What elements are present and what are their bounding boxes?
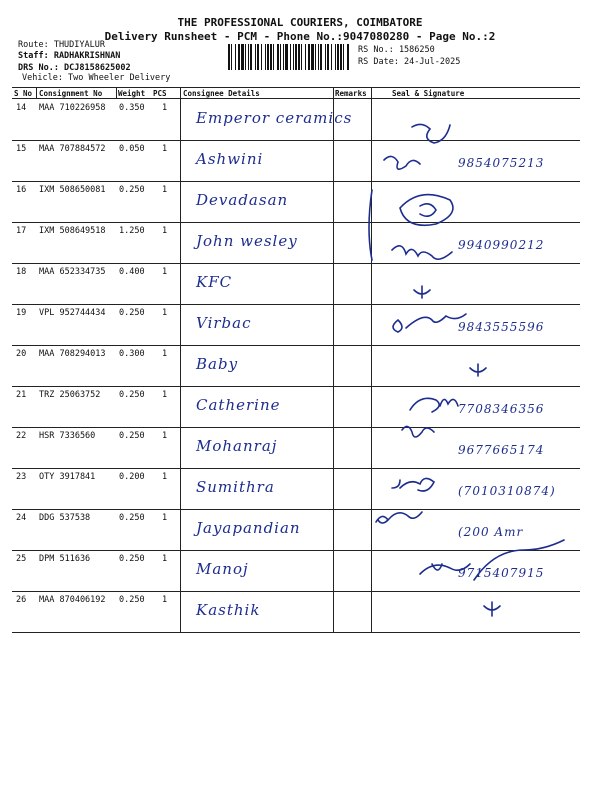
row-phone-note: 7708346356 bbox=[458, 402, 545, 416]
row-consignment-number: MAA 652334735 bbox=[39, 267, 106, 277]
row-sno: 23 bbox=[16, 472, 27, 482]
row-consignee-handwritten: Catherine bbox=[196, 396, 281, 414]
row-sno: 25 bbox=[16, 554, 27, 564]
row-weight: 0.400 bbox=[119, 267, 145, 277]
row-pcs: 1 bbox=[162, 185, 168, 195]
row-pcs: 1 bbox=[162, 308, 168, 318]
row-sno: 17 bbox=[16, 226, 27, 236]
row-sno: 26 bbox=[16, 595, 27, 605]
row-consignment-number: MAA 870406192 bbox=[39, 595, 106, 605]
row-pcs: 1 bbox=[162, 226, 168, 236]
rs-number: RS No.: 1586250 bbox=[358, 45, 435, 55]
row-sno: 18 bbox=[16, 267, 27, 277]
row-consignee-handwritten: Manoj bbox=[196, 560, 249, 578]
row-sno: 22 bbox=[16, 431, 27, 441]
row-weight: 0.250 bbox=[119, 390, 145, 400]
row-pcs: 1 bbox=[162, 390, 168, 400]
runsheet-title: Delivery Runsheet - PCM - Phone No.:9047080280 - Page No.:2 bbox=[104, 30, 496, 43]
route-label: Route: THUDIYALUR bbox=[18, 40, 105, 50]
row-consignee-handwritten: Baby bbox=[196, 355, 239, 373]
row-weight: 0.250 bbox=[119, 513, 145, 523]
row-consignment-number: DDG 537538 bbox=[39, 513, 91, 523]
col-consignment: Consignment No bbox=[39, 89, 103, 98]
row-weight: 1.250 bbox=[119, 226, 145, 236]
row-weight: 0.050 bbox=[119, 144, 145, 154]
col-pcs: PCS bbox=[153, 89, 167, 98]
row-consignee-handwritten: John wesley bbox=[196, 232, 298, 250]
col-weight: Weight bbox=[118, 89, 146, 98]
row-consignment-number: HSR 7336560 bbox=[39, 431, 96, 441]
row-pcs: 1 bbox=[162, 554, 168, 564]
row-weight: 0.250 bbox=[119, 595, 145, 605]
row-consignee-handwritten: Emperor ceramics bbox=[196, 109, 353, 127]
row-sno: 19 bbox=[16, 308, 27, 318]
row-consignee-handwritten: Kasthik bbox=[196, 601, 261, 619]
row-weight: 0.250 bbox=[119, 185, 145, 195]
row-consignee-handwritten: KFC bbox=[196, 273, 233, 291]
row-phone-note: (200 Amr bbox=[458, 525, 524, 539]
row-phone-note: 9677665174 bbox=[458, 443, 545, 457]
row-consignment-number: IXM 508650081 bbox=[39, 185, 106, 195]
row-pcs: 1 bbox=[162, 472, 168, 482]
row-weight: 0.250 bbox=[119, 431, 145, 441]
row-consignment-number: IXM 508649518 bbox=[39, 226, 106, 236]
staff-label: Staff: RADHAKRISHNAN bbox=[18, 51, 121, 61]
row-consignment-number: MAA 710226958 bbox=[39, 103, 106, 113]
row-consignment-number: MAA 708294013 bbox=[39, 349, 106, 359]
row-weight: 0.200 bbox=[119, 472, 145, 482]
vehicle-label: Vehicle: Two Wheeler Delivery bbox=[22, 73, 171, 83]
row-phone-note: (7010310874) bbox=[458, 484, 556, 498]
row-consignment-number: DPM 511636 bbox=[39, 554, 91, 564]
rs-date: RS Date: 24-Jul-2025 bbox=[358, 57, 461, 67]
company-name: THE PROFESSIONAL COURIERS, COIMBATORE bbox=[177, 16, 423, 29]
drs-number: DRS No.: DCJ8158625002 bbox=[18, 63, 131, 73]
row-consignment-number: TRZ 25063752 bbox=[39, 390, 101, 400]
row-phone-note: 9940990212 bbox=[458, 238, 545, 252]
row-sno: 14 bbox=[16, 103, 27, 113]
row-phone-note: 9854075213 bbox=[458, 156, 545, 170]
row-pcs: 1 bbox=[162, 513, 168, 523]
col-remarks: Remarks bbox=[335, 89, 367, 98]
row-pcs: 1 bbox=[162, 144, 168, 154]
row-sno: 16 bbox=[16, 185, 27, 195]
row-consignee-handwritten: Mohanraj bbox=[196, 437, 278, 455]
row-sno: 21 bbox=[16, 390, 27, 400]
row-consignee-handwritten: Devadasan bbox=[196, 191, 289, 209]
row-sno: 20 bbox=[16, 349, 27, 359]
col-seal-signature: Seal & Signature bbox=[392, 89, 465, 98]
col-sno: S No bbox=[14, 89, 33, 98]
row-weight: 0.250 bbox=[119, 308, 145, 318]
row-consignment-number: MAA 707884572 bbox=[39, 144, 106, 154]
row-pcs: 1 bbox=[162, 349, 168, 359]
row-consignee-handwritten: Virbac bbox=[196, 314, 252, 332]
row-phone-note: 9715407915 bbox=[458, 566, 545, 580]
row-consignment-number: VPL 952744434 bbox=[39, 308, 106, 318]
row-consignee-handwritten: Jayapandian bbox=[196, 519, 301, 537]
row-sno: 15 bbox=[16, 144, 27, 154]
row-consignee-handwritten: Ashwini bbox=[196, 150, 264, 168]
row-consignment-number: OTY 3917841 bbox=[39, 472, 96, 482]
row-weight: 0.300 bbox=[119, 349, 145, 359]
row-pcs: 1 bbox=[162, 103, 168, 113]
row-pcs: 1 bbox=[162, 267, 168, 277]
row-phone-note: 9843555596 bbox=[458, 320, 545, 334]
row-pcs: 1 bbox=[162, 595, 168, 605]
row-pcs: 1 bbox=[162, 431, 168, 441]
col-consignee: Consignee Details bbox=[183, 89, 260, 98]
row-weight: 0.250 bbox=[119, 554, 145, 564]
row-weight: 0.350 bbox=[119, 103, 145, 113]
row-consignee-handwritten: Sumithra bbox=[196, 478, 275, 496]
row-sno: 24 bbox=[16, 513, 27, 523]
